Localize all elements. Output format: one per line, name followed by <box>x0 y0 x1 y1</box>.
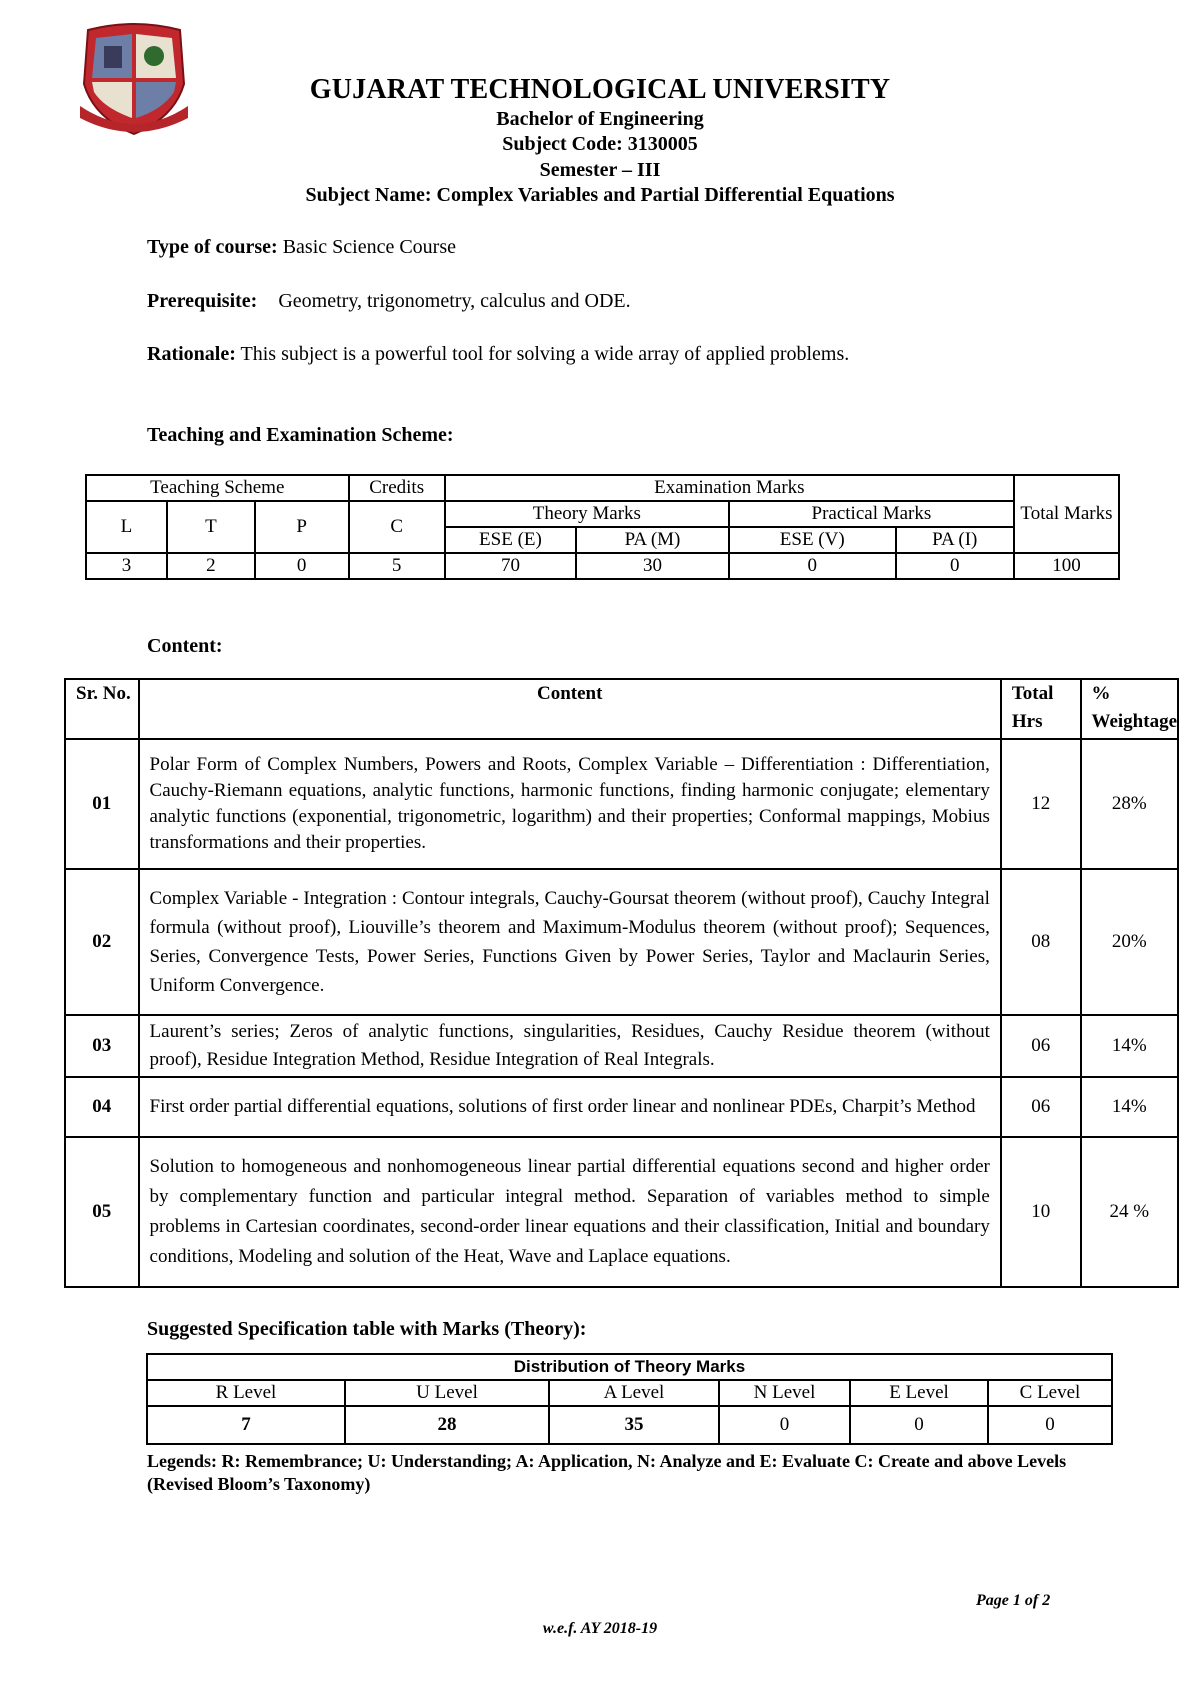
credits-header: Credits <box>349 475 445 501</box>
table-row <box>65 1137 1178 1287</box>
scheme-title: Teaching and Examination Scheme: <box>147 424 454 446</box>
value-e: 0 <box>850 1406 988 1444</box>
value-p: 0 <box>255 553 349 579</box>
subject-name: Subject Name: Complex Variables and Partial Differential Equations <box>305 184 895 206</box>
col-pa-i: PA (I) <box>896 527 1014 553</box>
row-content: First order partial differential equations, solutions of first order linear and nonlinear PDEs, Charpit’s Method <box>139 1077 1001 1137</box>
spec-table <box>146 1353 1113 1445</box>
level-e: E Level <box>850 1380 988 1406</box>
value-pa-m: 30 <box>576 553 729 579</box>
row-weightage: 20% <box>1081 869 1178 1015</box>
value-ese-v: 0 <box>729 553 896 579</box>
row-weightage: 28% <box>1081 739 1178 869</box>
content-table <box>64 678 1179 1288</box>
col-pa-m: PA (M) <box>576 527 729 553</box>
level-r: R Level <box>147 1380 345 1406</box>
row-content: Laurent’s series; Zeros of analytic functions, singularities, Residues, Cauchy Residue theorem (without proof), Residue Integration Method, Residue Integration of Real Integrals. <box>139 1015 1001 1077</box>
rationale <box>147 343 849 366</box>
header-hrs: Total Hrs <box>1001 679 1081 739</box>
prerequisite <box>147 290 631 313</box>
value-pa-i: 0 <box>896 553 1014 579</box>
col-c: C <box>349 501 445 553</box>
row-hrs: 08 <box>1001 869 1081 1015</box>
content-title: Content: <box>147 635 223 657</box>
degree: Bachelor of Engineering <box>496 108 704 130</box>
row-content: Polar Form of Complex Numbers, Powers and Roots, Complex Variable – Differentiation : Differentiation, Cauchy-Riemann equations, analytic functions, harmonic functions, finding harmonic conjugate; elementary analytic functions (exponential, trigonometric, logarithm) and their properties; Conformal mappings, Mobius transformations and their properties. <box>139 739 1001 869</box>
value-t: 2 <box>167 553 255 579</box>
spec-title: Suggested Specification table with Marks (Theory): <box>147 1318 587 1340</box>
row-sr: 05 <box>65 1137 139 1287</box>
row-weightage: 14% <box>1081 1077 1178 1137</box>
prerequisite-value: Geometry, trigonometry, calculus and ODE. <box>278 290 631 312</box>
row-hrs: 10 <box>1001 1137 1081 1287</box>
table-row <box>65 739 1178 869</box>
level-c: C Level <box>988 1380 1112 1406</box>
wef-note: w.e.f. AY 2018-19 <box>542 1620 658 1637</box>
col-ese-e: ESE (E) <box>445 527 576 553</box>
table-row <box>65 1015 1178 1077</box>
distribution-title: Distribution of Theory Marks <box>147 1354 1112 1380</box>
row-weightage: 14% <box>1081 1015 1178 1077</box>
prerequisite-label: Prerequisite: <box>147 290 258 312</box>
level-u: U Level <box>345 1380 549 1406</box>
course-type-value: Basic Science Course <box>282 236 456 258</box>
value-c: 0 <box>988 1406 1112 1444</box>
value-n: 0 <box>719 1406 850 1444</box>
theory-marks-header: Theory Marks <box>445 501 729 527</box>
legend: Legends: R: Remembrance; U: Understanding; A: Application, N: Analyze and E: Evaluate C: Create and above Levels (Revised Bloom’s Taxonomy) <box>147 1451 1067 1494</box>
row-sr: 03 <box>65 1015 139 1077</box>
scheme-table <box>85 474 1120 580</box>
value-l: 3 <box>86 553 167 579</box>
university-name: GUJARAT TECHNOLOGICAL UNIVERSITY <box>309 74 891 105</box>
row-content: Solution to homogeneous and nonhomogeneous linear partial differential equations second and higher order by complementary function and particular integral method. Separation of variables method to simple problems in Cartesian coordinates, second-order linear equations and their classification, Initial and boundary conditions, Modeling and solution of the Heat, Wave and Laplace equations. <box>139 1137 1001 1287</box>
level-n: N Level <box>719 1380 850 1406</box>
row-content: Complex Variable - Integration : Contour integrals, Cauchy-Goursat theorem (without proof), Cauchy Integral formula (without proof), Liouville’s theorem and Maximum-Modulus theorem (without proof); Sequences, Series, Convergence Tests, Power Series, Functions Given by Power Series, Taylor and Maclaurin Series, Uniform Convergence. <box>139 869 1001 1015</box>
table-row <box>65 869 1178 1015</box>
value-u: 28 <box>345 1406 549 1444</box>
row-hrs: 06 <box>1001 1015 1081 1077</box>
value-r: 7 <box>147 1406 345 1444</box>
col-p: P <box>255 501 349 553</box>
row-weightage: 24 % <box>1081 1137 1178 1287</box>
rationale-label: Rationale: <box>147 343 236 365</box>
header-sr: Sr. No. <box>65 679 139 739</box>
value-total: 100 <box>1014 553 1119 579</box>
rationale-value: This subject is a powerful tool for solving a wide array of applied problems. <box>240 343 850 365</box>
course-type <box>147 236 456 259</box>
row-sr: 02 <box>65 869 139 1015</box>
page-number: Page 1 of 2 <box>976 1592 1051 1609</box>
value-c: 5 <box>349 553 445 579</box>
course-type-label: Type of course: <box>147 236 278 258</box>
col-l: L <box>86 501 167 553</box>
header-weightage: % Weightage <box>1081 679 1178 739</box>
subject-code: Subject Code: 3130005 <box>502 133 698 155</box>
practical-marks-header: Practical Marks <box>729 501 1014 527</box>
table-row <box>65 1077 1178 1137</box>
value-ese-e: 70 <box>445 553 576 579</box>
teaching-scheme-header: Teaching Scheme <box>86 475 349 501</box>
col-t: T <box>167 501 255 553</box>
header-content: Content <box>139 679 1001 739</box>
row-sr: 01 <box>65 739 139 869</box>
row-hrs: 12 <box>1001 739 1081 869</box>
row-hrs: 06 <box>1001 1077 1081 1137</box>
semester: Semester – III <box>539 159 661 181</box>
value-a: 35 <box>549 1406 719 1444</box>
col-ese-v: ESE (V) <box>729 527 896 553</box>
level-a: A Level <box>549 1380 719 1406</box>
row-sr: 04 <box>65 1077 139 1137</box>
total-marks-header: Total Marks <box>1014 475 1119 553</box>
exam-marks-header: Examination Marks <box>445 475 1014 501</box>
